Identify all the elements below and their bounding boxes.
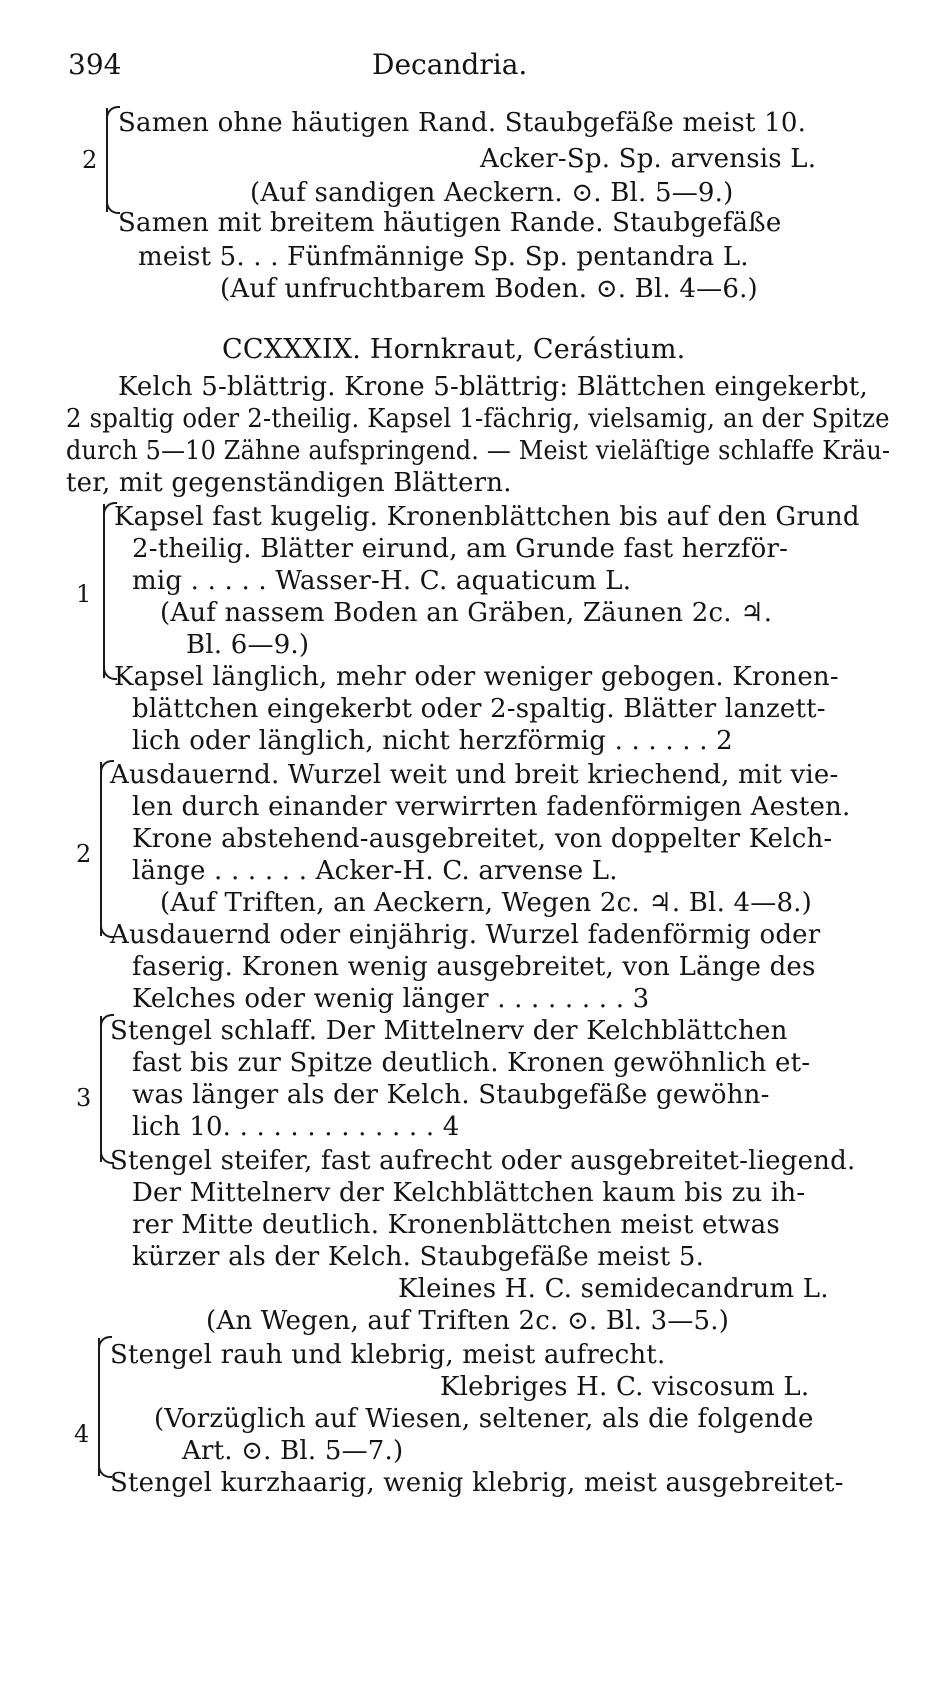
- text-line: lich oder länglich, nicht herzförmig . . . . . . 2: [132, 726, 733, 756]
- text-line: Kapsel länglich, mehr oder weniger gebogen. Kronen-: [114, 662, 839, 692]
- text-line: 2 spaltig oder 2-theilig. Kapsel 1-fächrig, vielsamig, an der Spitze: [66, 404, 890, 434]
- page-number: 394: [68, 48, 122, 81]
- species-name-line: länge . . . . . . Acker-H. C. arvense L.: [132, 856, 618, 886]
- key-number: 2: [76, 840, 92, 868]
- species-name-line: Kleines H. C. semidecandrum L.: [398, 1274, 829, 1304]
- key-number: 3: [76, 1084, 92, 1112]
- habitat-line: Bl. 6—9.): [186, 630, 310, 660]
- text-line: Stengel kurzhaarig, wenig klebrig, meist ausgebreitet-: [110, 1468, 844, 1498]
- key-number: 4: [74, 1420, 90, 1448]
- text-line: Ausdauernd oder einjährig. Wurzel fadenförmig oder: [110, 920, 821, 950]
- text-line: fast bis zur Spitze deutlich. Kronen gewöhnlich et-: [132, 1048, 811, 1078]
- habitat-line: Art. ⊙. Bl. 5—7.): [182, 1436, 404, 1466]
- habitat-line: (Auf sandigen Aeckern. ⊙. Bl. 5—9.): [250, 178, 734, 208]
- text-line: Samen ohne häutigen Rand. Staubgefäße meist 10.: [118, 108, 807, 138]
- text-line: Kelches oder wenig länger . . . . . . . . 3: [132, 984, 650, 1014]
- species-name-line: mig . . . . . Wasser-H. C. aquaticum L.: [132, 566, 632, 596]
- text-line: Stengel rauh und klebrig, meist aufrecht.: [110, 1340, 666, 1370]
- text-line: Kelch 5-blättrig. Krone 5-blättrig: Blättchen eingekerbt,: [118, 372, 868, 402]
- text-line: 2-theilig. Blätter eirund, am Grunde fast herzför-: [132, 534, 789, 564]
- habitat-line: (Auf unfruchtbarem Boden. ⊙. Bl. 4—6.): [220, 274, 758, 304]
- text-line: Stengel steifer, fast aufrecht oder ausgebreitet-liegend.: [110, 1146, 856, 1176]
- text-line: kürzer als der Kelch. Staubgefäße meist 5.: [132, 1242, 705, 1272]
- text-line: Samen mit breitem häutigen Rande. Staubgefäße: [118, 208, 782, 238]
- habitat-line: (An Wegen, auf Triften 2c. ⊙. Bl. 3—5.): [206, 1306, 730, 1336]
- key-brace: [100, 762, 102, 936]
- genus-heading: CCXXXIX. Hornkraut, Cerástium.: [222, 334, 686, 365]
- text-line: Kapsel fast kugelig. Kronenblättchen bis auf den Grund: [114, 502, 860, 532]
- habitat-line: (Auf Triften, an Aeckern, Wegen 2c. ♃. Bl. 4—8.): [160, 888, 812, 918]
- key-brace: [106, 108, 108, 212]
- text-line: faserig. Kronen wenig ausgebreitet, von Länge des: [132, 952, 816, 982]
- species-name-line: Acker-Sp. Sp. arvensis L.: [480, 144, 817, 174]
- key-number: 2: [82, 146, 98, 174]
- text-line: Ausdauernd. Wurzel weit und breit kriechend, mit vie-: [110, 760, 839, 790]
- text-line: Krone abstehend-ausgebreitet, von doppelter Kelch-: [132, 824, 833, 854]
- key-number: 1: [76, 580, 92, 608]
- species-name-line: meist 5. . . Fünfmännige Sp. Sp. pentandra L.: [138, 242, 749, 272]
- text-line: was länger als der Kelch. Staubgefäße gewöhn-: [132, 1080, 770, 1110]
- key-brace: [100, 1016, 102, 1162]
- text-line: lich 10. . . . . . . . . . . . . 4: [132, 1112, 460, 1142]
- text-line: ter, mit gegenständigen Blättern.: [66, 468, 512, 498]
- text-line: Der Mittelnerv der Kelchblättchen kaum bis zu ih-: [132, 1178, 806, 1208]
- text-line: rer Mitte deutlich. Kronenblättchen meist etwas: [132, 1210, 780, 1240]
- running-title: Decandria.: [372, 48, 528, 81]
- text-line: len durch einander verwirrten fadenförmigen Aesten.: [132, 792, 851, 822]
- text-line: Stengel schlaff. Der Mittelnerv der Kelchblättchen: [110, 1016, 788, 1046]
- key-brace: [103, 504, 105, 678]
- habitat-line: (Auf nassem Boden an Gräben, Zäunen 2c. ♃.: [160, 598, 773, 628]
- key-brace: [98, 1338, 100, 1476]
- species-name-line: Klebriges H. C. viscosum L.: [440, 1372, 810, 1402]
- text-line: durch 5—10 Zähne aufspringend. — Meist vieläſtige schlaffe Kräu-: [66, 436, 891, 466]
- text-line: blättchen eingekerbt oder 2-spaltig. Blätter lanzett-: [132, 694, 826, 724]
- habitat-line: (Vorzüglich auf Wiesen, seltener, als die folgende: [154, 1404, 814, 1434]
